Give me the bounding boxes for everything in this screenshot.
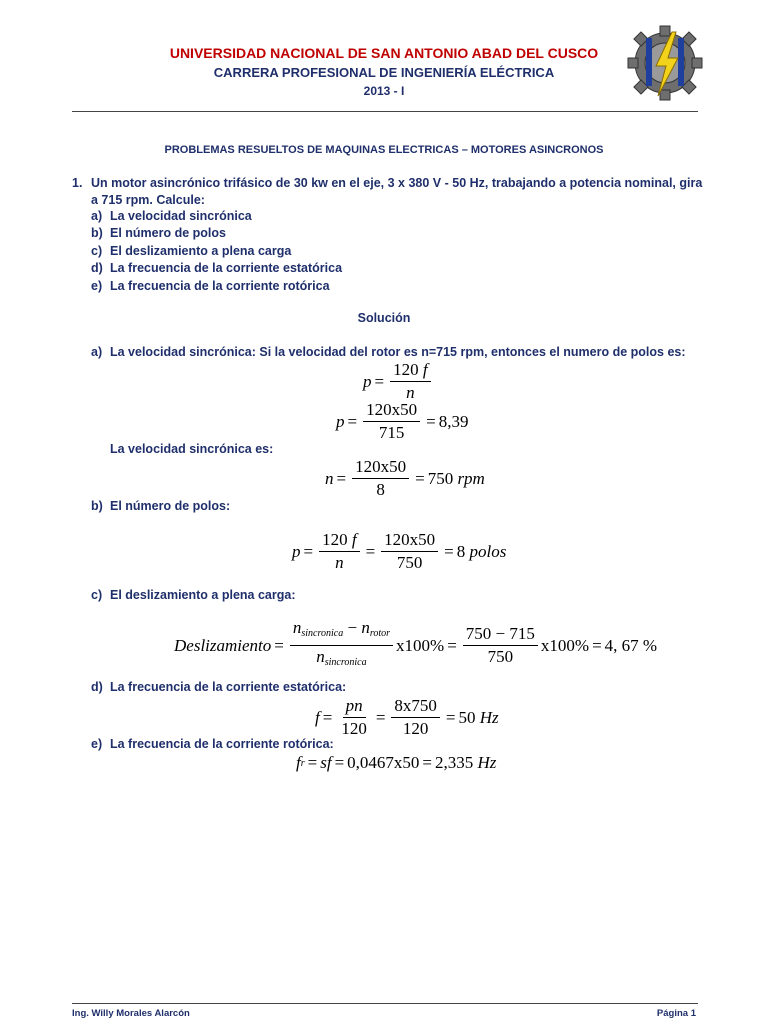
item-letter: b) (91, 226, 103, 240)
solution-heading: Solución (357, 311, 411, 325)
problem-number: 1. (72, 176, 83, 190)
equation-a3: n = $\frac{120x50}{8}$ = 750 rpm (325, 457, 485, 499)
equation-b: p = $\frac{120 f}{n}$ = $\frac{120x50}{750}$ = 8 polos (292, 530, 507, 572)
solution-b-text: El número de polos: (110, 499, 231, 513)
solution-c-text: El deslizamiento a plena carga: (110, 588, 296, 602)
solution-d-text: La frecuencia de la corriente estatórica: (110, 680, 347, 694)
item-text: La frecuencia de la corriente rotórica (110, 279, 330, 293)
equation-a2: p = $\frac{120x50}{715}$ = 8,39 (336, 400, 469, 442)
equation-a1: p = $\frac{120 f}{n}$ (363, 360, 434, 403)
university-name: UNIVERSIDAD NACIONAL DE SAN ANTONIO ABAD DEL CUSCO (169, 45, 599, 61)
problem-statement-cont: a 715 rpm. Calcule: (91, 193, 205, 207)
engineering-gear-lightning-logo (616, 20, 714, 106)
solution-e-letter: e) (91, 737, 103, 751)
solution-e-text: La frecuencia de la corriente rotórica: (110, 737, 334, 751)
footer-page-number: Página 1 (656, 1008, 696, 1019)
solution-b-letter: b) (91, 499, 103, 513)
item-text: La frecuencia de la corriente estatórica (110, 261, 343, 275)
problem-statement: Un motor asincrónico trifásico de 30 kw en el eje, 3 x 380 V - 50 Hz, trabajando a potencia nominal, gira (91, 176, 703, 190)
solution-a-text: La velocidad sincrónica: Si la velocidad del rotor es n=715 rpm, entonces el numero de polos es: (110, 345, 686, 359)
footer-divider (72, 1003, 698, 1004)
equation-c: Deslizamiento = $\frac{n_{sincronica} - n_{rotor}}{n_{sincronica}}$ x100% = $\frac{750 - 715}{750}$ x100% = 4, 67 % (174, 618, 658, 668)
header-divider (72, 111, 698, 112)
item-letter: c) (91, 244, 103, 258)
item-text: El deslizamiento a plena carga (110, 244, 292, 258)
solution-a-letter: a) (91, 345, 103, 359)
solution-d-letter: d) (91, 680, 103, 694)
footer-author: Ing. Willy Morales Alarcón (72, 1008, 190, 1019)
item-letter: d) (91, 261, 103, 275)
equation-e: f r = sf = 0,0467x50 = 2,335 Hz (296, 753, 497, 772)
solution-c-letter: c) (91, 588, 103, 602)
equation-d: f = $\frac{pn}{120}$ = $\frac{8x750}{120}$ = 50 Hz (315, 696, 499, 738)
item-letter: e) (91, 279, 103, 293)
career-name: CARRERA PROFESIONAL DE INGENIERÍA ELÉCTRICA (213, 65, 555, 80)
solution-a-text2: La velocidad sincrónica es: (110, 442, 274, 456)
document-title: PROBLEMAS RESUELTOS DE MAQUINAS ELECTRICAS – MOTORES ASINCRONOS (164, 144, 604, 156)
item-text: La velocidad sincrónica (110, 209, 252, 223)
item-letter: a) (91, 209, 103, 223)
item-text: El número de polos (110, 226, 226, 240)
semester: 2013 - I (363, 84, 405, 98)
